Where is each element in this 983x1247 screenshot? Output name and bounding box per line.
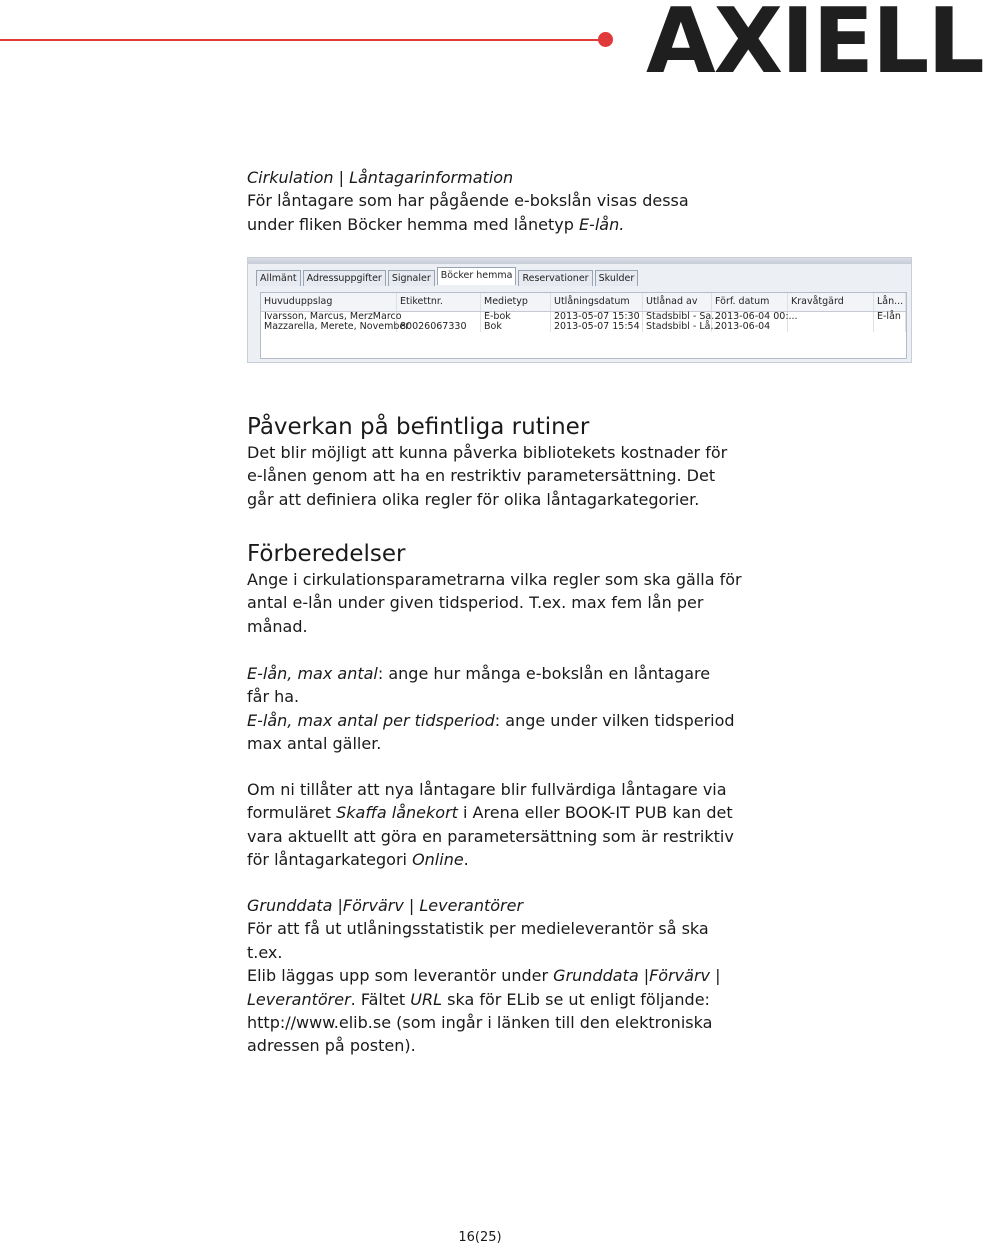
table-cell: 80026067330 — [397, 322, 481, 332]
table-header — [261, 293, 906, 312]
table-cell: Mazzarella, Merete, November — [261, 322, 397, 332]
table-cell: Bok — [481, 322, 551, 332]
body-text: i Arena eller BOOK-IT PUB kan det — [457, 803, 733, 823]
body-line: http://www.elib.se (som ingår i länken till den elektroniska — [247, 1013, 713, 1033]
body-line: Ange i cirkulationsparametrarna vilka regler som ska gälla för — [247, 570, 742, 589]
tab-allmant[interactable]: Allmänt — [256, 270, 301, 286]
table-cell: E-bok — [481, 312, 551, 322]
definition-term: E-lån, max antal — [247, 664, 378, 683]
tab-bocker-hemma[interactable]: Böcker hemma — [437, 267, 517, 285]
table-cell: 2013-05-07 15:30 — [551, 312, 643, 322]
table-cell — [874, 322, 906, 332]
tab-adressuppgifter[interactable]: Adressuppgifter — [303, 270, 386, 286]
table-cell: 2013-06-04 00:... — [712, 312, 788, 322]
body-line — [247, 964, 747, 987]
tab-bar — [256, 270, 638, 286]
body-line: vara aktuellt att göra en parametersättning som är restriktiv — [247, 826, 734, 846]
definition-text: : ange under vilken tidsperiod — [494, 710, 735, 730]
column-header[interactable]: Förf. datum — [712, 293, 788, 311]
body-line: antal e-lån under given tidsperiod. T.ex. max fem lån per — [247, 593, 704, 613]
axiell-logo — [646, 0, 983, 94]
logo-text: AXIELL — [646, 0, 983, 94]
body-emphasis: Grunddata |Förvärv | — [553, 966, 721, 986]
body-line: e-lånen genom att ha en restriktiv parametersättning. Det — [247, 466, 716, 486]
section-heading: Förberedelser — [247, 541, 406, 567]
table-cell — [788, 312, 874, 322]
body-emphasis: Online — [412, 850, 464, 870]
window-topbar — [248, 258, 911, 264]
column-header[interactable]: Kravåtgärd — [788, 293, 874, 311]
body-line: Det blir möjligt att kunna påverka bibliotekets kostnader för — [247, 443, 728, 462]
body-text: . Fältet — [350, 989, 411, 1009]
tab-signaler[interactable]: Signaler — [388, 270, 435, 286]
borrower-info-screenshot — [247, 257, 912, 363]
page-number: 16(25) — [458, 1230, 502, 1245]
body-line: månad. — [247, 616, 308, 636]
tab-reservationer[interactable]: Reservationer — [518, 270, 592, 286]
intro-path: Cirkulation | Låntagarinformation — [247, 168, 514, 187]
body-line — [247, 801, 747, 824]
column-header[interactable]: Medietyp — [481, 293, 551, 311]
body-emphasis: Skaffa lånekort — [336, 803, 458, 823]
tab-skulder[interactable]: Skulder — [595, 270, 639, 286]
intro-line — [247, 213, 747, 236]
loans-table — [260, 292, 907, 359]
body-text: Elib läggas upp som leverantör under — [247, 966, 554, 986]
header-rule-dot — [598, 32, 613, 47]
intro-emphasis: E-lån. — [578, 214, 625, 234]
definition-line: max antal gäller. — [247, 734, 382, 754]
section-forberedelser — [247, 540, 747, 638]
definition-line — [247, 709, 747, 732]
column-header[interactable]: Huvuduppslag — [261, 293, 397, 311]
body-line: För att få ut utlåningsstatistik per medieleverantör så ska t.ex. — [247, 919, 709, 962]
section-heading: Påverkan på befintliga rutiner — [247, 414, 590, 440]
table-cell: Ivarsson, Marcus, MerzMarco — [261, 312, 397, 322]
body-line — [247, 848, 747, 871]
section-paverkan — [247, 413, 747, 511]
body-text: ska för ELib se ut enligt följande: — [442, 989, 710, 1009]
intro-text: under fliken Böcker hemma med lånetyp — [247, 214, 579, 234]
definition-term: E-lån, max antal per tidsperiod — [247, 710, 495, 730]
table-row[interactable] — [261, 322, 906, 332]
body-line — [247, 988, 747, 1011]
column-header[interactable]: Utlåningsdatum — [551, 293, 643, 311]
section-online — [247, 778, 747, 872]
definition-line — [247, 662, 747, 685]
body-line: går att definiera olika regler för olika låntagarkategorier. — [247, 489, 700, 509]
intro-line: För låntagare som har pågående e-bokslån visas dessa — [247, 191, 689, 211]
header-rule — [0, 39, 600, 41]
table-cell: Stadsbibl - Sa... — [643, 312, 712, 322]
table-cell: E-lån — [874, 312, 906, 322]
body-emphasis: URL — [410, 989, 443, 1009]
menu-path: Grunddata |Förvärv | Leverantörer — [247, 896, 524, 915]
column-header[interactable]: Lån... — [874, 293, 906, 311]
definition-line: får ha. — [247, 687, 300, 707]
body-text: formuläret — [247, 803, 337, 823]
body-emphasis: Leverantörer — [247, 989, 351, 1009]
body-text: för låntagarkategori — [247, 850, 413, 870]
body-text: . — [463, 850, 469, 870]
definition-text: : ange hur många e-bokslån en låntagare — [377, 664, 711, 683]
body-line: adressen på posten). — [247, 1036, 416, 1056]
section-leverantorer — [247, 894, 747, 1058]
definitions-block — [247, 662, 747, 756]
table-cell: 2013-05-07 15:54 — [551, 322, 643, 332]
column-header[interactable]: Etikettnr. — [397, 293, 481, 311]
table-cell: Stadsbibl - Lå... — [643, 322, 712, 332]
intro-block — [247, 166, 747, 236]
column-header[interactable]: Utlånad av — [643, 293, 712, 311]
table-cell — [788, 322, 874, 332]
body-line: Om ni tillåter att nya låntagare blir fullvärdiga låntagare via — [247, 780, 727, 799]
table-cell: 2013-06-04 — [712, 322, 788, 332]
